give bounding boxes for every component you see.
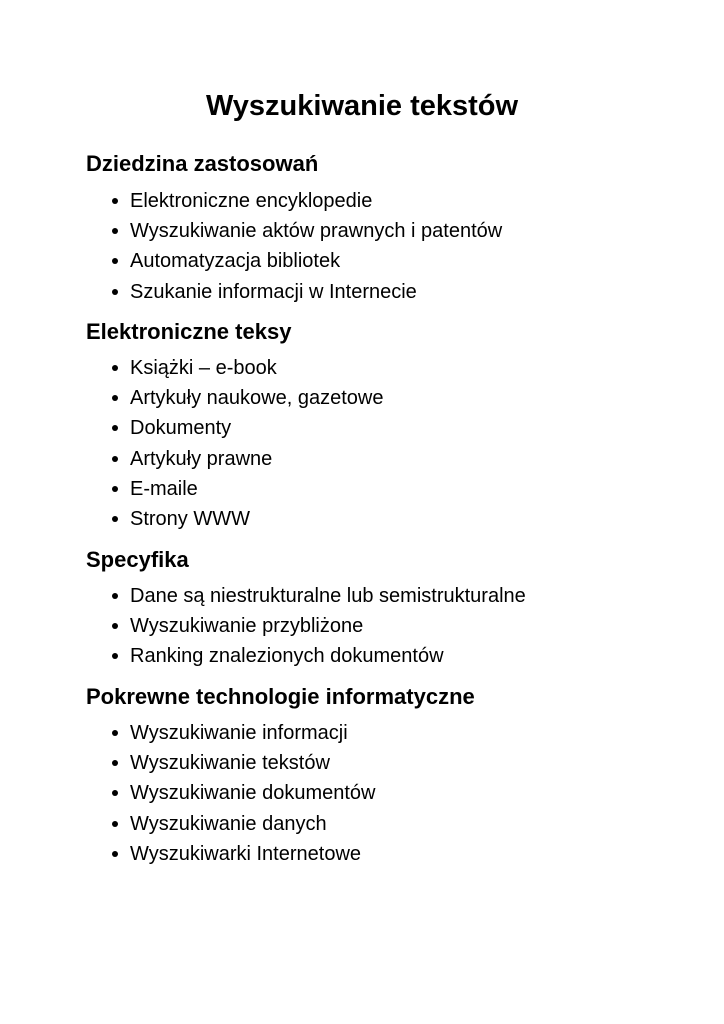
bullet-icon bbox=[112, 851, 118, 857]
list-item-text: Automatyzacja bibliotek bbox=[130, 250, 341, 273]
list-item-text: E-maile bbox=[130, 477, 198, 500]
list-item-text: Wyszukiwanie przybliżone bbox=[130, 615, 364, 638]
bullet-icon bbox=[112, 198, 118, 204]
list-item-text: Elektroniczne encyklopedie bbox=[130, 190, 373, 212]
section-heading-electronic-texts: Elektroniczne teksy bbox=[86, 319, 292, 344]
list-item-text: Szukanie informacji w Internecie bbox=[130, 280, 417, 303]
list-item-text: Wyszukiwanie informacji bbox=[130, 722, 348, 744]
list-item bbox=[106, 383, 383, 413]
bullet-icon bbox=[112, 730, 118, 736]
list-item bbox=[106, 186, 502, 216]
list-item bbox=[106, 718, 375, 748]
section-heading-related-technologies: Pokrewne technologie informatyczne bbox=[86, 684, 475, 709]
bullet-icon bbox=[112, 258, 118, 264]
section-list-specifics bbox=[106, 581, 526, 672]
list-item bbox=[106, 246, 502, 276]
list-item bbox=[106, 504, 383, 534]
bullet-icon bbox=[112, 760, 118, 766]
bullet-icon bbox=[112, 456, 118, 462]
bullet-icon bbox=[112, 821, 118, 827]
bullet-icon bbox=[112, 395, 118, 401]
list-item-text: Wyszukiwanie dokumentów bbox=[130, 782, 376, 805]
list-item-text: Wyszukiwarki Internetowe bbox=[130, 842, 362, 865]
list-item-text: Artykuły prawne bbox=[130, 447, 273, 470]
bullet-icon bbox=[112, 425, 118, 431]
bullet-icon bbox=[112, 365, 118, 371]
list-item bbox=[106, 839, 375, 869]
bullet-icon bbox=[112, 486, 118, 492]
bullet-icon bbox=[112, 623, 118, 629]
list-item-text: Wyszukiwanie tekstów bbox=[130, 752, 330, 775]
list-item bbox=[106, 778, 375, 808]
bullet-icon bbox=[112, 593, 118, 599]
list-item bbox=[106, 277, 502, 307]
list-item-text: Dane są niestrukturalne lub semistrukturalne bbox=[130, 585, 526, 607]
list-item bbox=[106, 581, 526, 611]
list-item bbox=[106, 216, 502, 246]
list-item bbox=[106, 413, 383, 443]
section-list-electronic-texts bbox=[106, 353, 383, 534]
bullet-icon bbox=[112, 790, 118, 796]
list-item bbox=[106, 474, 383, 504]
section-list-related-technologies bbox=[106, 718, 375, 869]
section-heading-specifics: Specyfika bbox=[86, 547, 189, 572]
list-item bbox=[106, 809, 375, 839]
list-item bbox=[106, 641, 526, 671]
bullet-icon bbox=[112, 653, 118, 659]
bullet-icon bbox=[112, 516, 118, 522]
list-item-text: Dokumenty bbox=[130, 417, 232, 440]
list-item-text: Ranking znalezionych dokumentów bbox=[130, 645, 444, 668]
section-list-applications bbox=[106, 186, 502, 307]
list-item-text: Wyszukiwanie aktów prawnych i patentów bbox=[130, 220, 503, 243]
bullet-icon bbox=[112, 228, 118, 234]
list-item-text: Strony WWW bbox=[130, 507, 250, 530]
list-item bbox=[106, 611, 526, 641]
list-item bbox=[106, 444, 383, 474]
list-item-text: Wyszukiwanie danych bbox=[130, 812, 327, 835]
page-title: Wyszukiwanie tekstów bbox=[205, 90, 519, 122]
list-item-text: Książki – e-book bbox=[130, 357, 277, 379]
bullet-icon bbox=[112, 289, 118, 295]
list-item bbox=[106, 353, 383, 383]
section-heading-applications: Dziedzina zastosowań bbox=[86, 151, 319, 176]
list-item-text: Artykuły naukowe, gazetowe bbox=[130, 387, 384, 410]
list-item bbox=[106, 748, 375, 778]
